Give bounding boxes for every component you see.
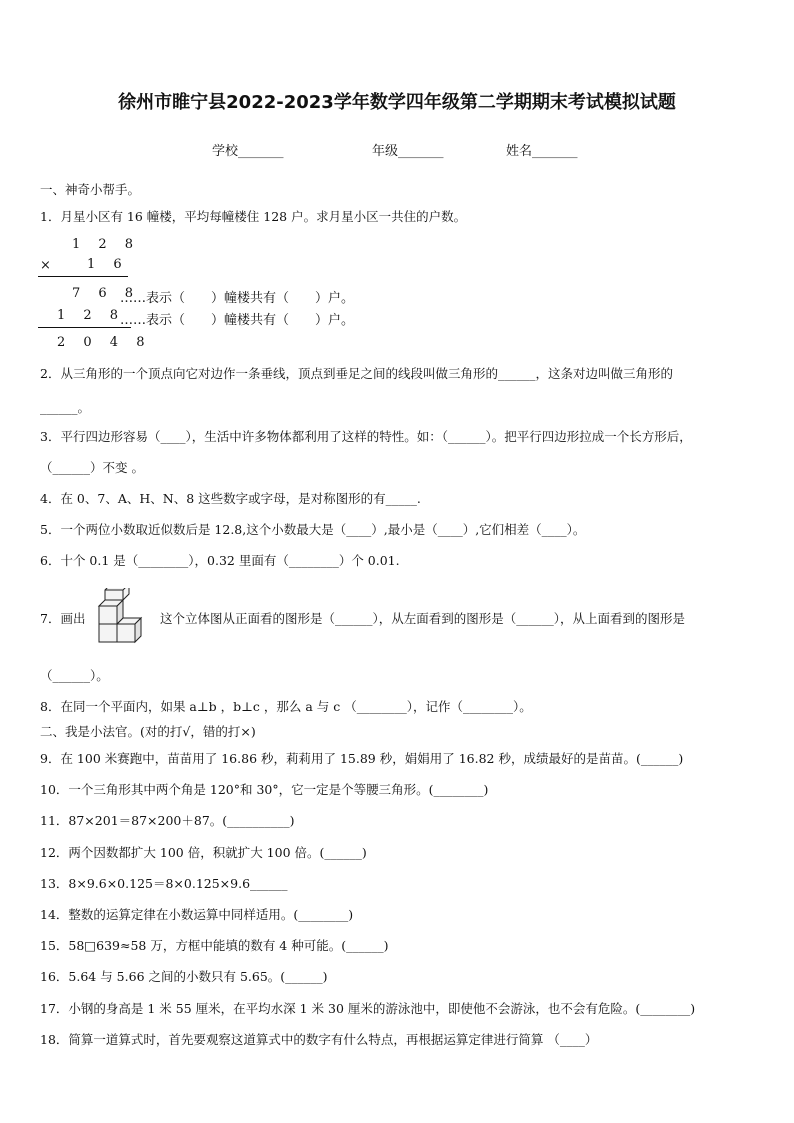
question-12: 12．两个因数都扩大 100 倍，积就扩大 100 倍。(______) (40, 845, 367, 860)
page-title: 徐州市睢宁县2022-2023学年数学四年级第二学期期末考试模拟试题 (118, 92, 676, 113)
calc-row-2: 1 6 (87, 257, 129, 272)
school-field: 学校_______ (212, 144, 284, 159)
question-9: 9．在 100 米赛跑中，苗苗用了 16.86 秒，莉莉用了 15.89 秒，娟娟用了 16.82 秒，成绩最好的是苗苗。(______) (40, 751, 684, 766)
question-7-prefix: 7．画出 (40, 611, 86, 626)
calc-note-2: ……表示（ ）幢楼共有（ ）户。 (120, 313, 355, 328)
question-17: 17．小钢的身高是 1 米 55 厘米，在平均水深 1 米 30 厘米的游泳池中，即使他不会游泳，也不会有危险。(________) (40, 1001, 696, 1016)
question-5: 5．一个两位小数取近似数后是 12.8,这个小数最大是（____）,最小是（____）,它们相差（____）。 (40, 522, 586, 537)
question-10: 10．一个三角形其中两个角是 120°和 30°，它一定是个等腰三角形。(________) (40, 782, 489, 797)
calc-divider-1 (38, 276, 128, 277)
section-1-heading: 一、神奇小帮手。 (40, 182, 141, 197)
calc-divider-2 (38, 327, 131, 328)
question-18: 18．简算一道算式时，首先要观察这道算式中的数字有什么特点，再根据运算定律进行简算 （____） (40, 1032, 598, 1047)
question-8: 8．在同一个平面内，如果 a⊥b ，b⊥c ，那么 a 与 c （________），记作（________）。 (40, 699, 532, 714)
calc-row-1: 1 2 8 (72, 237, 141, 252)
name-field: 姓名_______ (506, 144, 578, 159)
question-14: 14．整数的运算定律在小数运算中同样适用。(________) (40, 907, 354, 922)
grade-field: 年级_______ (372, 144, 444, 159)
question-7-cont: （______）。 (40, 668, 109, 683)
question-3: 3．平行四边形容易（____），生活中许多物体都利用了这样的特性。如：（______）。把平行四边形拉成一个长方形后， (40, 429, 692, 444)
cube-stack-figure (96, 588, 152, 646)
multiply-sign: × (40, 258, 58, 273)
section-2-heading: 二、我是小法官。(对的打√，错的打×) (40, 724, 256, 739)
calc-note-1: ……表示（ ）幢楼共有（ ）户。 (120, 291, 355, 306)
question-6: 6．十个 0.1 是（________），0.32 里面有（________）个 0.01. (40, 553, 400, 568)
question-16: 16．5.64 与 5.66 之间的小数只有 5.65。(______) (40, 969, 328, 984)
question-15: 15．58□639≈58 万，方框中能填的数有 4 种可能。(______) (40, 938, 389, 953)
question-2-cont: ______。 (40, 400, 91, 415)
calc-row-5: 2 0 4 8 (57, 335, 152, 350)
question-11: 11．87×201＝87×200＋87。(__________) (40, 813, 295, 828)
question-1: 1．月星小区有 16 幢楼，平均每幢楼住 128 户。求月星小区一共住的户数。 (40, 209, 467, 224)
question-13: 13．8×9.6×0.125＝8×0.125×9.6______ (40, 876, 288, 891)
calc-row-4: 1 2 8 (57, 308, 126, 323)
calc-row-3: 7 6 8 (72, 286, 141, 301)
question-4: 4．在 0、7、A、H、N、8 这些数字或字母，是对称图形的有_____. (40, 491, 421, 506)
question-2: 2．从三角形的一个顶点向它对边作一条垂线，顶点到垂足之间的线段叫做三角形的______，这条对边叫做三角形的 (40, 366, 673, 381)
question-7: 这个立体图从正面看的图形是（______），从左面看到的图形是（______），从上面看到的图形是 (160, 611, 686, 626)
question-3-cont: （______）不变 。 (40, 460, 144, 475)
